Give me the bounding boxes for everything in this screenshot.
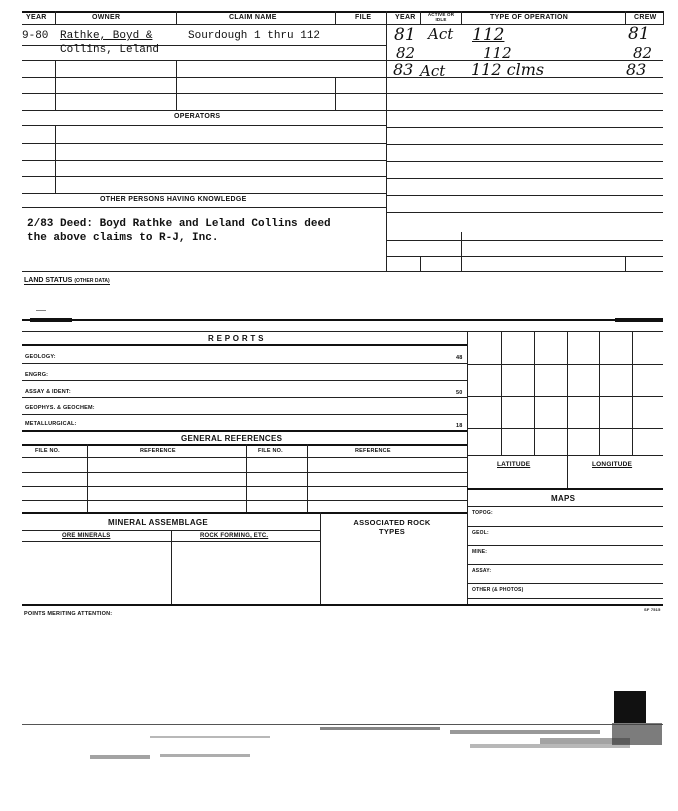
header-type-of-operation: TYPE OF OPERATION xyxy=(490,14,569,21)
ore-minerals-label: ORE MINERALS xyxy=(62,533,111,539)
maps-assay: ASSAY: xyxy=(472,568,492,574)
report-geology-label: GEOLOGY: xyxy=(25,354,56,360)
hand-type-81: 112 xyxy=(472,25,505,45)
hand-year-82: 82 xyxy=(396,44,416,62)
header-crew: CREW xyxy=(634,14,657,21)
row1-owner: Rathke, Boyd & xyxy=(60,30,153,42)
associated-rock-types-label: ASSOCIATED ROCK TYPES xyxy=(353,518,431,536)
maps-other: OTHER (& PHOTOS) xyxy=(472,587,524,593)
header-year-2: YEAR xyxy=(395,14,416,21)
hand-crew-81: 81 xyxy=(628,24,650,44)
land-status xyxy=(24,277,110,285)
hand-active-81: Act xyxy=(428,25,454,43)
form-code: SF 7515 xyxy=(644,607,661,612)
ref-header-reference-2: REFERENCE xyxy=(355,448,391,454)
report-assay-value: 50 xyxy=(456,390,463,396)
hand-type-83: 112 clms xyxy=(471,60,545,79)
maps-title: MAPS xyxy=(551,494,576,503)
land-status-sublabel: (OTHER DATA) xyxy=(74,278,110,284)
row1-year: 9-80 xyxy=(22,30,49,42)
ref-header-file-no-2: FILE NO. xyxy=(258,448,283,454)
header-active-idle: ACTIVE OR IDLE xyxy=(427,12,455,22)
header-file: FILE xyxy=(355,14,372,21)
maps-topog: TOPOG: xyxy=(472,510,493,516)
rock-forming-label: ROCK FORMING, ETC. xyxy=(200,533,269,539)
mineral-assemblage-title: MINERAL ASSEMBLAGE xyxy=(108,518,209,527)
maps-geol: GEOL: xyxy=(472,530,489,536)
header-owner: OWNER xyxy=(92,14,121,21)
general-references-title: GENERAL REFERENCES xyxy=(181,434,283,443)
header-claim-name: CLAIM NAME xyxy=(229,14,277,21)
hand-crew-82: 82 xyxy=(633,44,653,62)
hand-type-82: 112 xyxy=(483,44,512,62)
report-metallurgical-label: METALLURGICAL: xyxy=(25,421,77,427)
reports-title: R E P O R T S xyxy=(208,334,264,343)
points-meriting-attention: POINTS MERITING ATTENTION: xyxy=(24,611,113,617)
land-status-label: LAND STATUS xyxy=(24,277,73,284)
operators-label: OPERATORS xyxy=(174,113,221,120)
report-geology-value: 48 xyxy=(456,355,463,361)
other-persons-label: OTHER PERSONS HAVING KNOWLEDGE xyxy=(100,196,247,203)
row1-claim-name: Sourdough 1 thru 112 xyxy=(188,30,321,42)
row1-owner-cont: Collins, Leland xyxy=(60,44,160,56)
report-engrg-label: ENGRG: xyxy=(25,372,49,378)
deed-note-line2: the above claims to R-J, Inc. xyxy=(27,232,219,244)
report-assay-label: ASSAY & IDENT: xyxy=(25,389,71,395)
report-metallurgical-value: 18 xyxy=(456,423,463,429)
hand-crew-83: 83 xyxy=(626,60,647,79)
ref-header-reference-1: REFERENCE xyxy=(140,448,176,454)
longitude-label: LONGITUDE xyxy=(592,461,633,468)
ref-header-file-no-1: FILE NO. xyxy=(35,448,60,454)
report-geophys-label: GEOPHYS. & GEOCHEM: xyxy=(25,405,95,411)
hand-active-83: Act xyxy=(420,62,446,80)
hand-year-81: 81 xyxy=(394,25,416,45)
maps-mine: MINE: xyxy=(472,549,488,555)
latitude-label: LATITUDE xyxy=(497,461,531,468)
hand-year-83: 83 xyxy=(393,60,414,79)
deed-note-line1: 2/83 Deed: Boyd Rathke and Leland Collins deed xyxy=(27,218,331,230)
separator-bar xyxy=(22,319,663,321)
header-year: YEAR xyxy=(26,14,47,21)
